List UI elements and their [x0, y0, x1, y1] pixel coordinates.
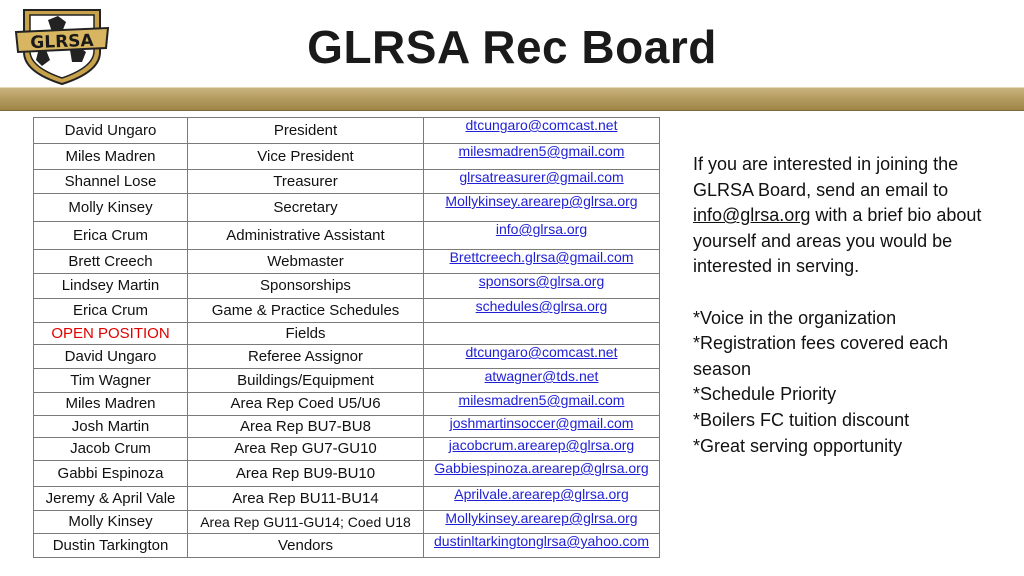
member-email-link[interactable]: Mollykinsey.arearep@glrsa.org: [424, 511, 660, 534]
member-email-link[interactable]: jacobcrum.arearep@glrsa.org: [424, 438, 660, 461]
benefit-item: *Boilers FC tuition discount: [693, 409, 910, 430]
member-email-link[interactable]: Aprilvale.arearep@glrsa.org: [424, 487, 660, 511]
member-role: Buildings/Equipment: [188, 369, 424, 393]
member-role: Area Rep GU7-GU10: [188, 438, 424, 461]
member-role: Area Rep Coed U5/U6: [188, 393, 424, 416]
info-email-link[interactable]: info@glrsa.org: [693, 205, 811, 226]
member-email-link[interactable]: dtcungaro@comcast.net: [424, 345, 660, 369]
member-role: Area Rep BU11-BU14: [188, 487, 424, 511]
member-email-link[interactable]: glrsatreasurer@gmail.com: [424, 170, 660, 194]
table-row: [34, 144, 660, 170]
table-row: [34, 194, 660, 222]
member-role: Area Rep BU9-BU10: [188, 461, 424, 487]
intro-text-after: with a brief bio about yourself and areas you would be interested in serving.: [693, 205, 982, 277]
member-role: Vice President: [188, 144, 424, 170]
title-divider-band: [0, 87, 1024, 111]
member-name: Brett Creech: [34, 250, 188, 274]
table-row: [34, 345, 660, 369]
member-name: Shannel Lose: [34, 170, 188, 194]
member-role: Fields: [188, 323, 424, 345]
member-name-open-position: OPEN POSITION: [34, 323, 188, 345]
table-row: [34, 222, 660, 250]
member-role: President: [188, 118, 424, 144]
table-row: [34, 511, 660, 534]
member-email-link[interactable]: dtcungaro@comcast.net: [424, 118, 660, 144]
member-role: Treasurer: [188, 170, 424, 194]
table-row: [34, 369, 660, 393]
join-intro-text: [693, 152, 993, 280]
member-name: Molly Kinsey: [34, 511, 188, 534]
member-name: Dustin Tarkington: [34, 534, 188, 558]
member-name: Lindsey Martin: [34, 274, 188, 299]
board-table: [33, 117, 660, 558]
member-name: Erica Crum: [34, 222, 188, 250]
member-role: Webmaster: [188, 250, 424, 274]
table-row: [34, 299, 660, 323]
member-email-link[interactable]: atwagner@tds.net: [424, 369, 660, 393]
member-name: Josh Martin: [34, 416, 188, 438]
benefit-item: *Great serving opportunity: [693, 435, 903, 456]
table-row: [34, 461, 660, 487]
member-role: Area Rep BU7-BU8: [188, 416, 424, 438]
table-row: [34, 250, 660, 274]
table-row: [34, 534, 660, 558]
join-info-panel: [693, 152, 993, 459]
member-name: Jeremy & April Vale: [34, 487, 188, 511]
member-email-link[interactable]: milesmadren5@gmail.com: [424, 144, 660, 170]
member-email-link[interactable]: info@glrsa.org: [424, 222, 660, 250]
member-name: Jacob Crum: [34, 438, 188, 461]
member-role: Referee Assignor: [188, 345, 424, 369]
member-email-link[interactable]: sponsors@glrsa.org: [424, 274, 660, 299]
table-row: [34, 170, 660, 194]
member-name: Gabbi Espinoza: [34, 461, 188, 487]
member-name: Molly Kinsey: [34, 194, 188, 222]
table-row: [34, 416, 660, 438]
member-role: Vendors: [188, 534, 424, 558]
member-name: David Ungaro: [34, 118, 188, 144]
member-email-link[interactable]: schedules@glrsa.org: [424, 299, 660, 323]
table-row: [34, 118, 660, 144]
member-email-link[interactable]: milesmadren5@gmail.com: [424, 393, 660, 416]
member-name: David Ungaro: [34, 345, 188, 369]
member-email-link[interactable]: Gabbiespinoza.arearep@glrsa.org: [424, 461, 660, 487]
benefit-item: *Voice in the organization: [693, 307, 897, 328]
member-role: Secretary: [188, 194, 424, 222]
table-row: [34, 323, 660, 345]
member-role: Administrative Assistant: [188, 222, 424, 250]
intro-text-before: If you are interested in joining the GLRSA Board, send an email to: [693, 154, 959, 200]
member-email-link[interactable]: Brettcreech.glrsa@gmail.com: [424, 250, 660, 274]
member-name: Miles Madren: [34, 144, 188, 170]
logo-text: GLRSA: [30, 30, 94, 54]
member-email-link[interactable]: joshmartinsoccer@gmail.com: [424, 416, 660, 438]
benefit-item: *Registration fees covered each season: [693, 333, 949, 379]
member-role: Area Rep GU11-GU14; Coed U18: [188, 511, 424, 534]
member-name: Tim Wagner: [34, 369, 188, 393]
table-row: [34, 487, 660, 511]
benefit-item: *Schedule Priority: [693, 384, 837, 405]
member-role: Sponsorships: [188, 274, 424, 299]
member-email-link[interactable]: dustinltarkingtonglrsa@yahoo.com: [424, 534, 660, 558]
member-email-link[interactable]: Mollykinsey.arearep@glrsa.org: [424, 194, 660, 222]
member-email-empty: [424, 323, 660, 345]
page-title: GLRSA Rec Board: [307, 21, 717, 73]
member-name: Erica Crum: [34, 299, 188, 323]
member-name: Miles Madren: [34, 393, 188, 416]
table-row: [34, 438, 660, 461]
table-row: [34, 393, 660, 416]
table-row: [34, 274, 660, 299]
member-role: Game & Practice Schedules: [188, 299, 424, 323]
